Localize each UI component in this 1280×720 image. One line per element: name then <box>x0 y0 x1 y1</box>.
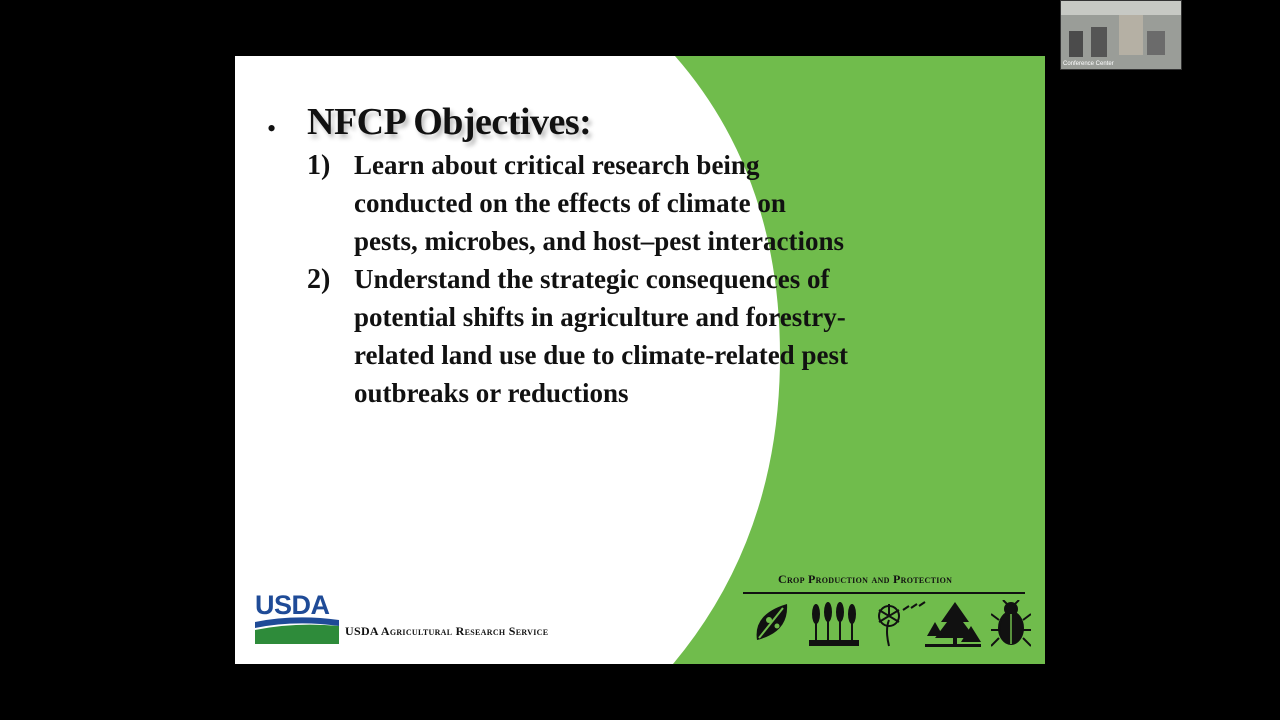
trees-icon <box>925 600 981 648</box>
beetle-icon <box>991 600 1031 648</box>
objective-number: 2) <box>307 264 331 295</box>
objective-number: 1) <box>307 150 331 181</box>
presentation-slide <box>235 56 1045 664</box>
objective-line: outbreaks or reductions <box>354 378 629 408</box>
wheat-icon <box>807 600 861 648</box>
participant-video-thumbnail[interactable] <box>1060 0 1182 70</box>
program-label: Crop Production and Protection <box>778 572 953 586</box>
objective-line: conducted on the effects of climate on <box>354 188 786 218</box>
objective-line: Understand the strategic consequences of <box>354 264 830 294</box>
agency-label: USDA Agricultural Research Service <box>345 624 549 638</box>
slide-heading: NFCP Objectives: <box>307 101 592 143</box>
footer-divider <box>743 592 1025 594</box>
objective-line: pests, microbes, and host–pest interactions <box>354 226 845 256</box>
thumbnail-label: Conference Center <box>1063 61 1114 67</box>
dandelion-icon <box>875 600 927 648</box>
conference-room-video <box>1061 1 1181 69</box>
objective-line: potential shifts in agriculture and forestry- <box>354 302 846 332</box>
objective-line: related land use due to climate-related pest <box>354 340 848 370</box>
bullet-icon: • <box>267 114 277 143</box>
objective-line: Learn about critical research being <box>354 150 760 180</box>
usda-logo-text: USDA <box>255 590 330 620</box>
leaf-icon <box>751 600 791 644</box>
